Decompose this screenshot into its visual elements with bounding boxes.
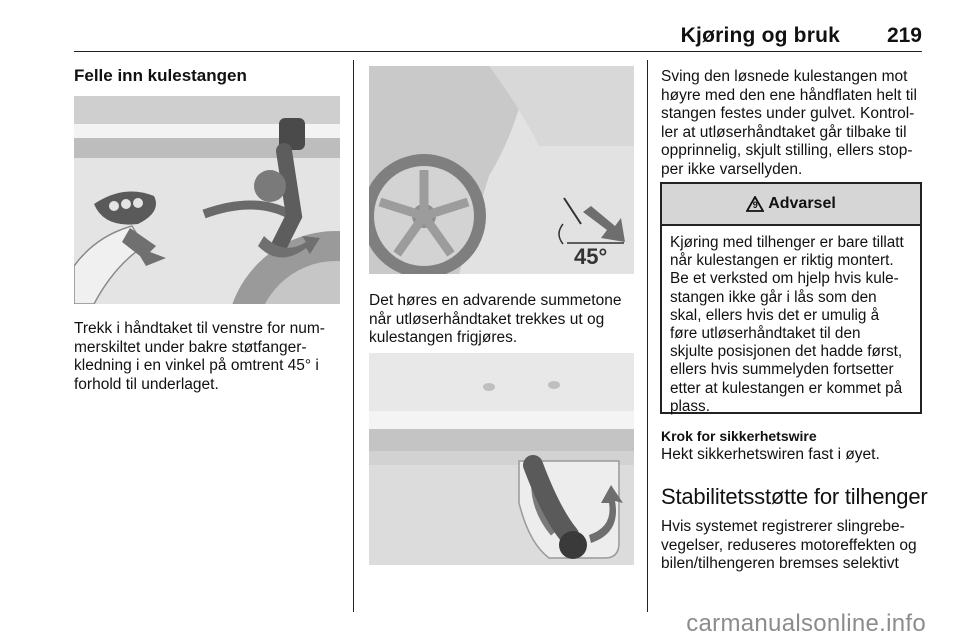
- paragraph-pull-handle: Trekk i håndtaket til venstre for num- merskiltet under bakre støtfanger- kledning i en vinkel på omtrent 45° i forhold til underlaget.: [74, 320, 325, 393]
- warning-header: [662, 184, 920, 226]
- header-divider: [74, 51, 922, 52]
- warning-symbol: 9: [752, 200, 758, 210]
- paragraph-safety-wire: Hekt sikkerhetswiren fast i øyet.: [661, 446, 880, 463]
- warning-box: [660, 182, 922, 414]
- figure-swing-ball-bar: [369, 353, 634, 565]
- header-section-title: Kjøring og bruk: [680, 24, 840, 47]
- section-heading-fold-in: Felle inn kulestangen: [74, 66, 247, 85]
- column-divider-right: [647, 60, 648, 612]
- figure-handle-angle: [369, 66, 634, 274]
- column-divider-left: [353, 60, 354, 612]
- figure-release-handle: [74, 96, 340, 304]
- watermark-text: carmanualsonline.info: [686, 610, 926, 637]
- subheading-safety-wire: Krok for sikkerhetswire: [661, 428, 817, 444]
- paragraph-trailer-stability: Hvis systemet registrerer slingrebe- vegelser, reduseres motoreffekten og bilen/tilhengeren bremses selektivt: [661, 518, 917, 572]
- angle-label: 45°: [574, 244, 608, 269]
- warning-body: Kjøring med tilhenger er bare tillatt når kulestangen er riktig montert. Be et verksted om hjelp hvis kule- stangen ikke går i lås som den skal, ellers hvis det er umulig å føre utløserhåndtaket til den skjulte posisjonen det hadde først, ellers hvis summelyden fortsetter etter at kulestangen er kommet på plass.: [670, 234, 904, 415]
- section-heading-trailer-stability: Stabilitetsstøtte for tilhenger: [661, 484, 928, 509]
- warning-triangle-icon: [746, 196, 764, 212]
- header-page-number: 219: [886, 24, 922, 47]
- paragraph-swing-instructions: Sving den løsnede kulestangen mot høyre med den ene håndflaten helt til stangen festes under gulvet. Kontrol- ler at utløserhåndtaket går tilbake til opprinnelig, skjult stilling, ellers stop- per ikke varsellyden.: [661, 68, 917, 178]
- warning-title: Advarsel: [768, 195, 836, 212]
- paragraph-warning-tone: Det høres en advarende summetone når utløserhåndtaket trekkes ut og kulestangen frigjøres.: [369, 292, 622, 346]
